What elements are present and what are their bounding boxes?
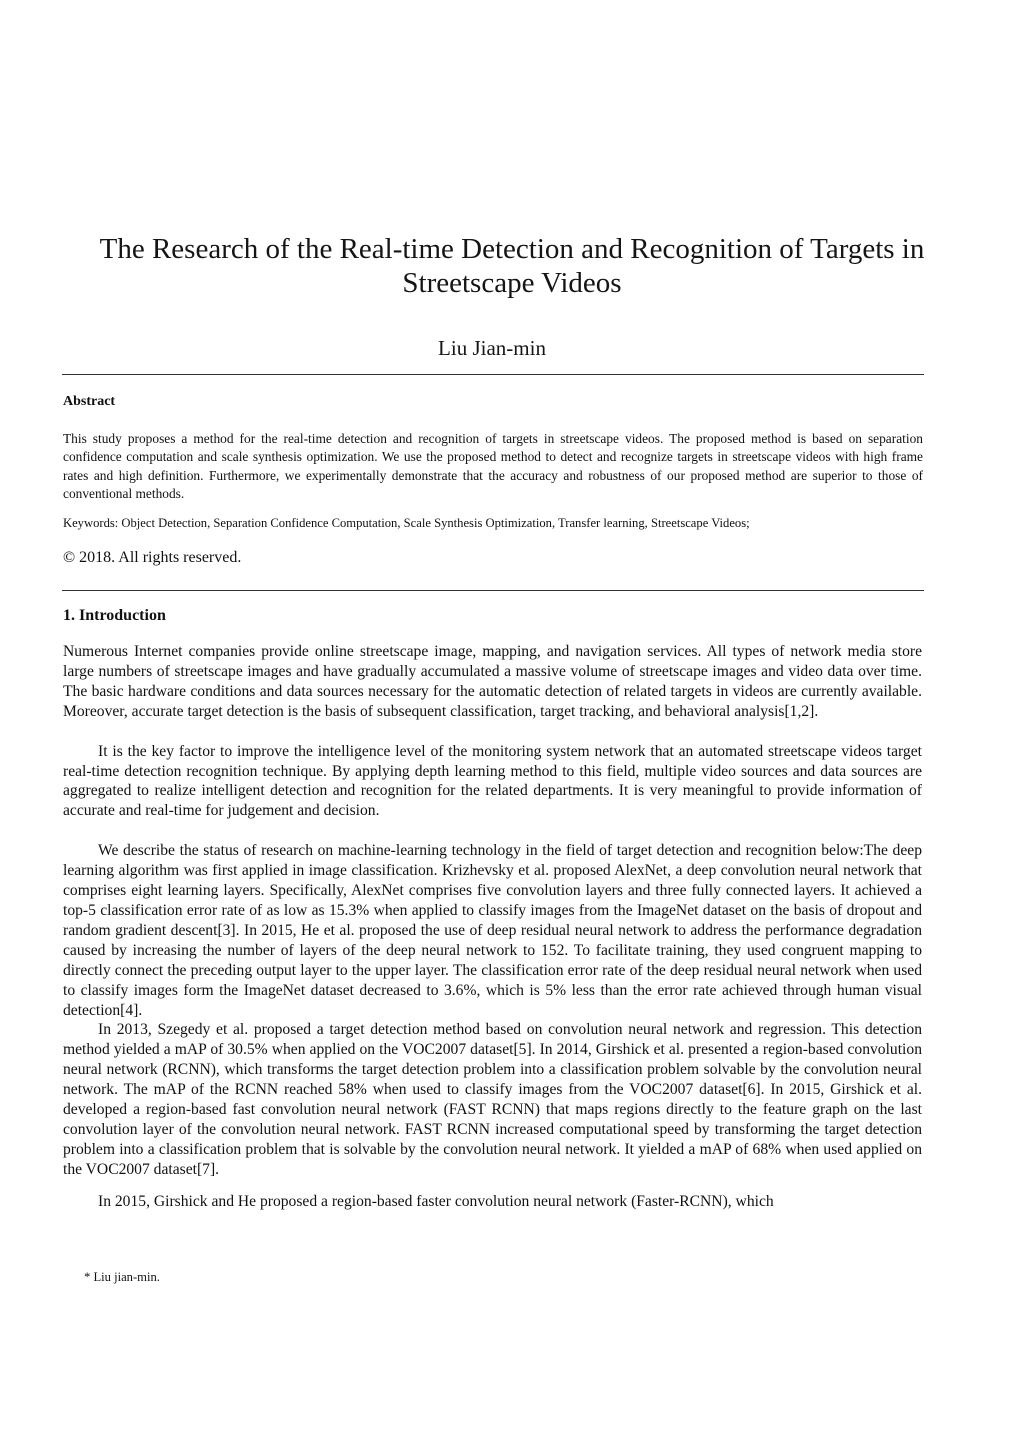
paragraph-3: We describe the status of research on machine-learning technology in the field of target detection and recognition below:The deep learning algorithm was first applied in image classification. Krizhevsky et al. proposed AlexNet, a deep convolution neural network that comprises eight learning layers. Specifically, AlexNet comprises five convolution layers and three fully connected layers. It achieved a top-5 classification error rate of as low as 15.3% when applied to classify images from the ImageNet dataset on the basis of dropout and random gradient descent[3]. In 2015, He et al. proposed the use of deep residual neural network to address the performance degradation caused by increasing the number of layers of the deep neural network to 152. To facilitate training, they used congruent mapping to directly connect the preceding output layer to the upper layer. The classification error rate of the deep residual neural network when used to classify images form the ImageNet dataset decreased to 3.6%, which is 5% less than the error rate achieved through human visual detection[4]. (63, 842, 922, 1019)
abstract-text: This study proposes a method for the real-time detection and recognition of targets in streetscape videos. The proposed method is based on separation confidence computation and scale synthesis optimization. We use the proposed method to detect and recognize targets in streetscape videos with high frame rates and high definition. Furthermore, we experimentally demonstrate that the accuracy and robustness of our proposed method are superior to those of conventional methods. (63, 431, 923, 501)
divider-bottom (62, 590, 924, 591)
paragraph-1: Numerous Internet companies provide online streetscape image, mapping, and navigation services. All types of network media store large numbers of streetscape images and have gradually accumulated a massive volume of streetscape images and video data over time. The basic hardware conditions and data sources necessary for the automatic detection of related targets in videos are currently available. Moreover, accurate target detection is the basis of subsequent classification, target tracking, and behavioral analysis[1,2]. (63, 643, 922, 720)
abstract-heading: Abstract (63, 394, 116, 409)
paragraph-5: In 2015, Girshick and He proposed a region-based faster convolution neural network (Faster-RCNN), which (98, 1192, 774, 1210)
footnote: * Liu jian-min. (84, 1270, 160, 1284)
keywords: Keywords: Object Detection, Separation Confidence Computation, Scale Synthesis Optimization, Transfer learning, Streetscape Videos; (63, 516, 750, 530)
paper-title: The Research of the Real-time Detection and Recognition of Targets in Streetscape Videos (99, 233, 925, 299)
divider-top (62, 374, 924, 375)
author-name: Liu Jian-min (438, 336, 546, 360)
section-heading: 1. Introduction (63, 607, 166, 624)
paragraph-2: It is the key factor to improve the intelligence level of the monitoring system network that an automated streetscape videos target real-time detection recognition technique. By applying depth learning method to this field, multiple video sources and data sources are aggregated to realize intelligent detection and recognition for the related departments. It is very meaningful to provide information of accurate and real-time for judgement and decision. (63, 742, 922, 820)
body-text (63, 642, 922, 1212)
copyright-notice: © 2018. All rights reserved. (63, 549, 242, 566)
paragraph-4: In 2013, Szegedy et al. proposed a target detection method based on convolution neural network and regression. This detection method yielded a mAP of 30.5% when applied on the VOC2007 dataset[5]. In 2014, Girshick et al. presented a region-based convolution neural network (RCNN), which transforms the target detection problem into a classification problem solvable by the convolution neural network. The mAP of the RCNN reached 58% when used to classify images from the VOC2007 dataset[6]. In 2015, Girshick et al. developed a region-based fast convolution neural network (FAST RCNN) that maps regions directly to the feature graph on the last convolution layer of the convolution neural network. FAST RCNN increased computational speed by transforming the target detection problem into a classification problem that is solvable by the convolution neural network. It yielded a mAP of 68% when used applied on the VOC2007 dataset[7]. (63, 1021, 922, 1178)
